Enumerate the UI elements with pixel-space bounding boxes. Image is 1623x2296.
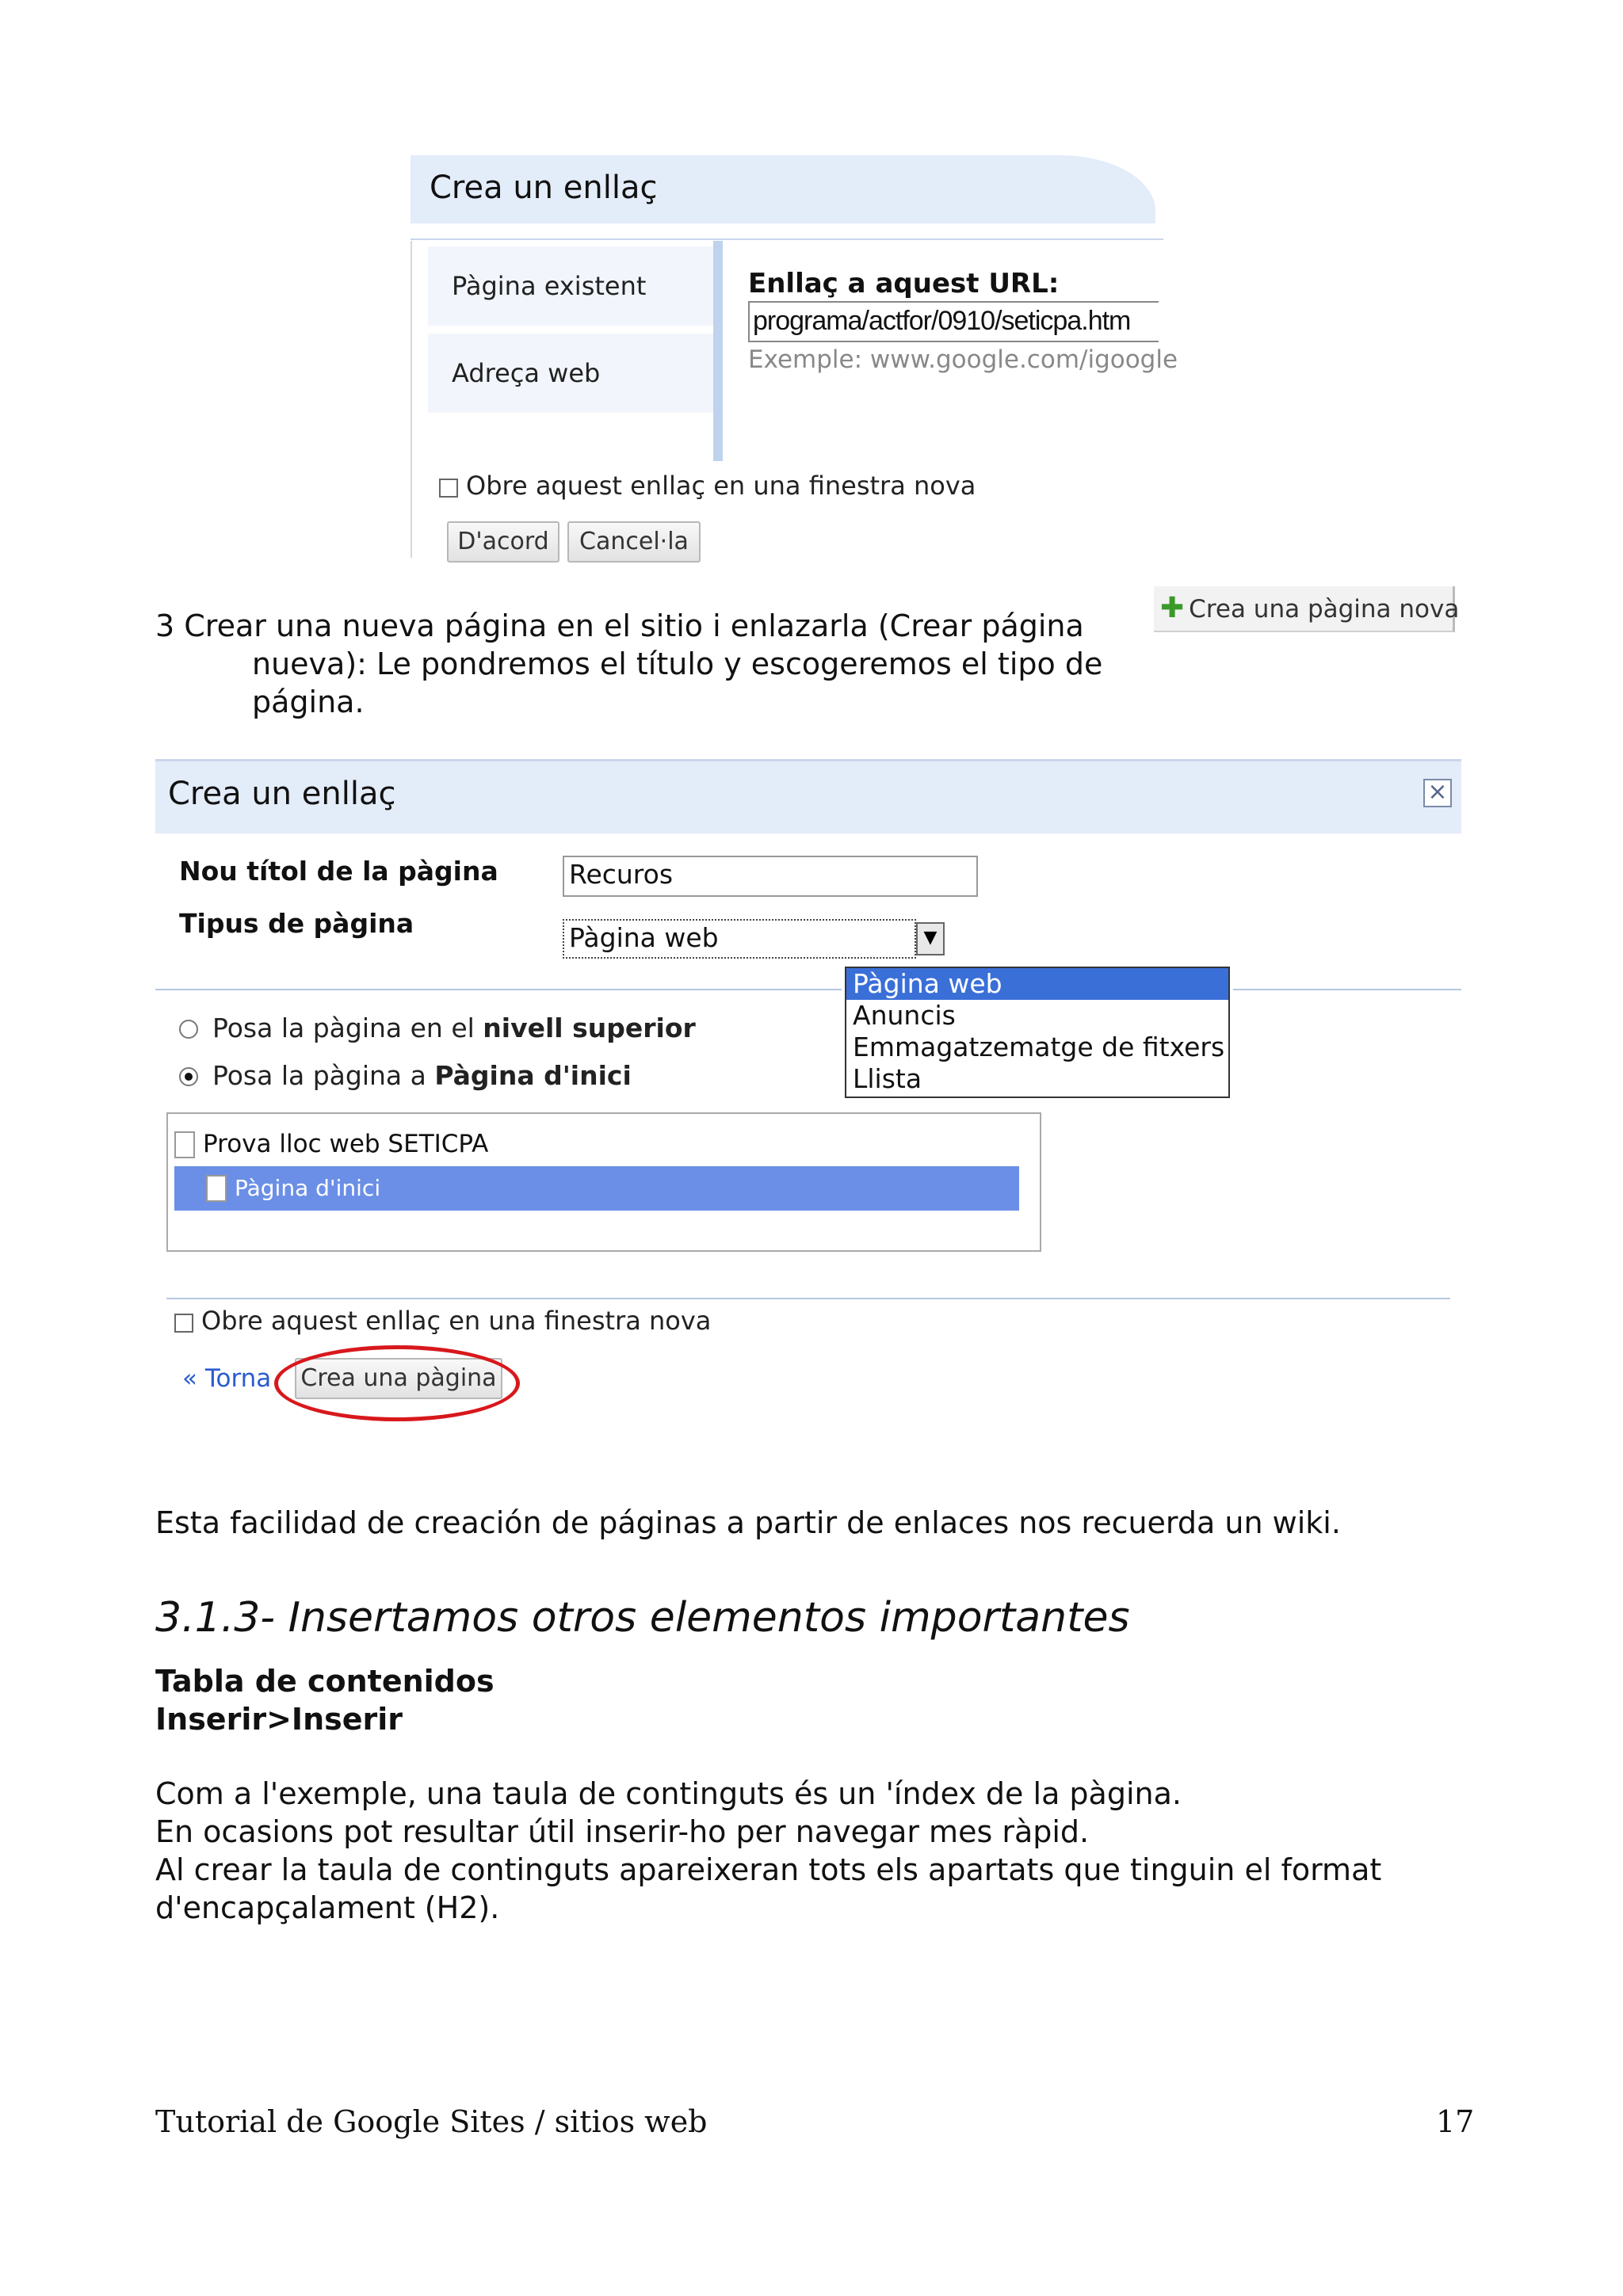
new-window-label: Obre aquest enllaç en una finestra nova <box>201 1306 712 1336</box>
dropdown-option[interactable]: Anuncis <box>853 1000 956 1031</box>
radio-top-label: Posa la pàgina en el <box>212 1013 483 1043</box>
body-line: En ocasions pot resultar útil inserir-ho per navegar mes ràpid. <box>155 1814 1090 1849</box>
dropdown-option[interactable]: Emmagatzematge de fitxers <box>853 1032 1225 1062</box>
tree-root-label: Prova lloc web SETICPA <box>203 1130 489 1158</box>
page-title-label: Nou títol de la pàgina <box>179 856 498 887</box>
page-icon <box>206 1175 227 1202</box>
page-type-select[interactable]: Pàgina web <box>563 919 916 959</box>
page-number: 17 <box>1436 2104 1475 2139</box>
dialog-title: Crea un enllaç <box>168 776 396 812</box>
dialog-title: Crea un enllaç <box>430 170 658 206</box>
page-tree <box>166 1112 1041 1252</box>
dropdown-option[interactable]: Pàgina web <box>846 968 1228 1000</box>
sidebar-item-web-address[interactable]: Adreça web <box>428 334 713 413</box>
ok-button[interactable]: D'acord <box>447 521 559 563</box>
sidebar-item-existing-page[interactable]: Pàgina existent <box>428 246 713 326</box>
paragraph-wiki: Esta facilidad de creación de páginas a partir de enlaces nos recuerda un wiki. <box>155 1505 1341 1540</box>
body-line: d'encapçalament (H2). <box>155 1890 500 1925</box>
radio-home-label: Posa la pàgina a <box>212 1060 435 1091</box>
dropdown-option[interactable]: Llista <box>853 1063 922 1094</box>
cancel-button[interactable]: Cancel·la <box>567 521 701 563</box>
url-input[interactable]: programa/actfor/0910/seticpa.htm <box>748 301 1159 342</box>
create-new-page-label: Crea una pàgina nova <box>1189 595 1460 624</box>
page-type-dropdown[interactable] <box>845 967 1230 1098</box>
create-page-button[interactable]: Crea una pàgina <box>295 1358 502 1399</box>
separator <box>166 1298 1450 1299</box>
page-icon <box>174 1131 195 1158</box>
sidebar-divider <box>713 241 723 461</box>
tree-item-home[interactable] <box>206 1166 380 1211</box>
radio-top-level[interactable] <box>179 1013 696 1043</box>
tree-child-label: Pàgina d'inici <box>235 1175 381 1201</box>
new-window-label: Obre aquest enllaç en una finestra nova <box>466 471 976 501</box>
separator <box>1233 989 1461 990</box>
step3-line3: página. <box>252 685 365 719</box>
footer-title: Tutorial de Google Sites / sitios web <box>155 2104 708 2139</box>
highlight-circle <box>274 1345 520 1421</box>
new-window-checkbox[interactable] <box>439 479 458 498</box>
new-window-option[interactable] <box>439 471 976 501</box>
body-line: Com a l'exemple, una taula de continguts és un 'índex de la pàgina. <box>155 1776 1182 1811</box>
url-example: Exemple: www.google.com/igoogle <box>748 345 1178 374</box>
radio-button[interactable] <box>179 1020 198 1039</box>
create-new-page-button[interactable] <box>1154 586 1460 632</box>
tree-item-root[interactable] <box>174 1122 488 1166</box>
page-type-label: Tipus de pàgina <box>179 908 414 939</box>
plus-icon: ✚ <box>1160 592 1185 624</box>
dialog-header <box>411 155 1155 223</box>
section-heading: 3.1.3- Insertamos otros elementos importantes <box>155 1594 1130 1642</box>
step3-line1: 3 Crear una nueva página en el sitio i enlazarla (Crear página <box>155 608 1084 643</box>
back-link[interactable]: « Torna <box>182 1364 272 1393</box>
close-icon[interactable]: × <box>1423 779 1452 807</box>
header-separator <box>411 238 1163 240</box>
dialog-header <box>155 759 1461 833</box>
page-title-input[interactable]: Recuros <box>563 856 978 897</box>
new-window-option[interactable] <box>174 1306 711 1336</box>
radio-top-bold: nivell superior <box>483 1013 696 1043</box>
separator <box>155 989 842 990</box>
link-dialog-existing <box>411 155 1178 583</box>
radio-home-page[interactable] <box>179 1060 632 1091</box>
step3-line2: nueva): Le pondremos el título y escogeremos el tipo de <box>252 646 1103 681</box>
new-window-checkbox[interactable] <box>174 1314 193 1333</box>
subheading-toc: Tabla de contenidos <box>155 1664 495 1699</box>
url-label: Enllaç a aquest URL: <box>748 268 1060 299</box>
link-dialog-new-page <box>155 759 1461 1425</box>
subheading-insert: Inserir>Inserir <box>155 1702 403 1737</box>
radio-home-bold: Pàgina d'inici <box>434 1060 632 1091</box>
chevron-down-icon[interactable]: ▼ <box>916 922 945 955</box>
body-line: Al crear la taula de continguts apareixeran tots els apartats que tinguin el format <box>155 1852 1382 1887</box>
radio-button-selected[interactable] <box>179 1067 198 1086</box>
